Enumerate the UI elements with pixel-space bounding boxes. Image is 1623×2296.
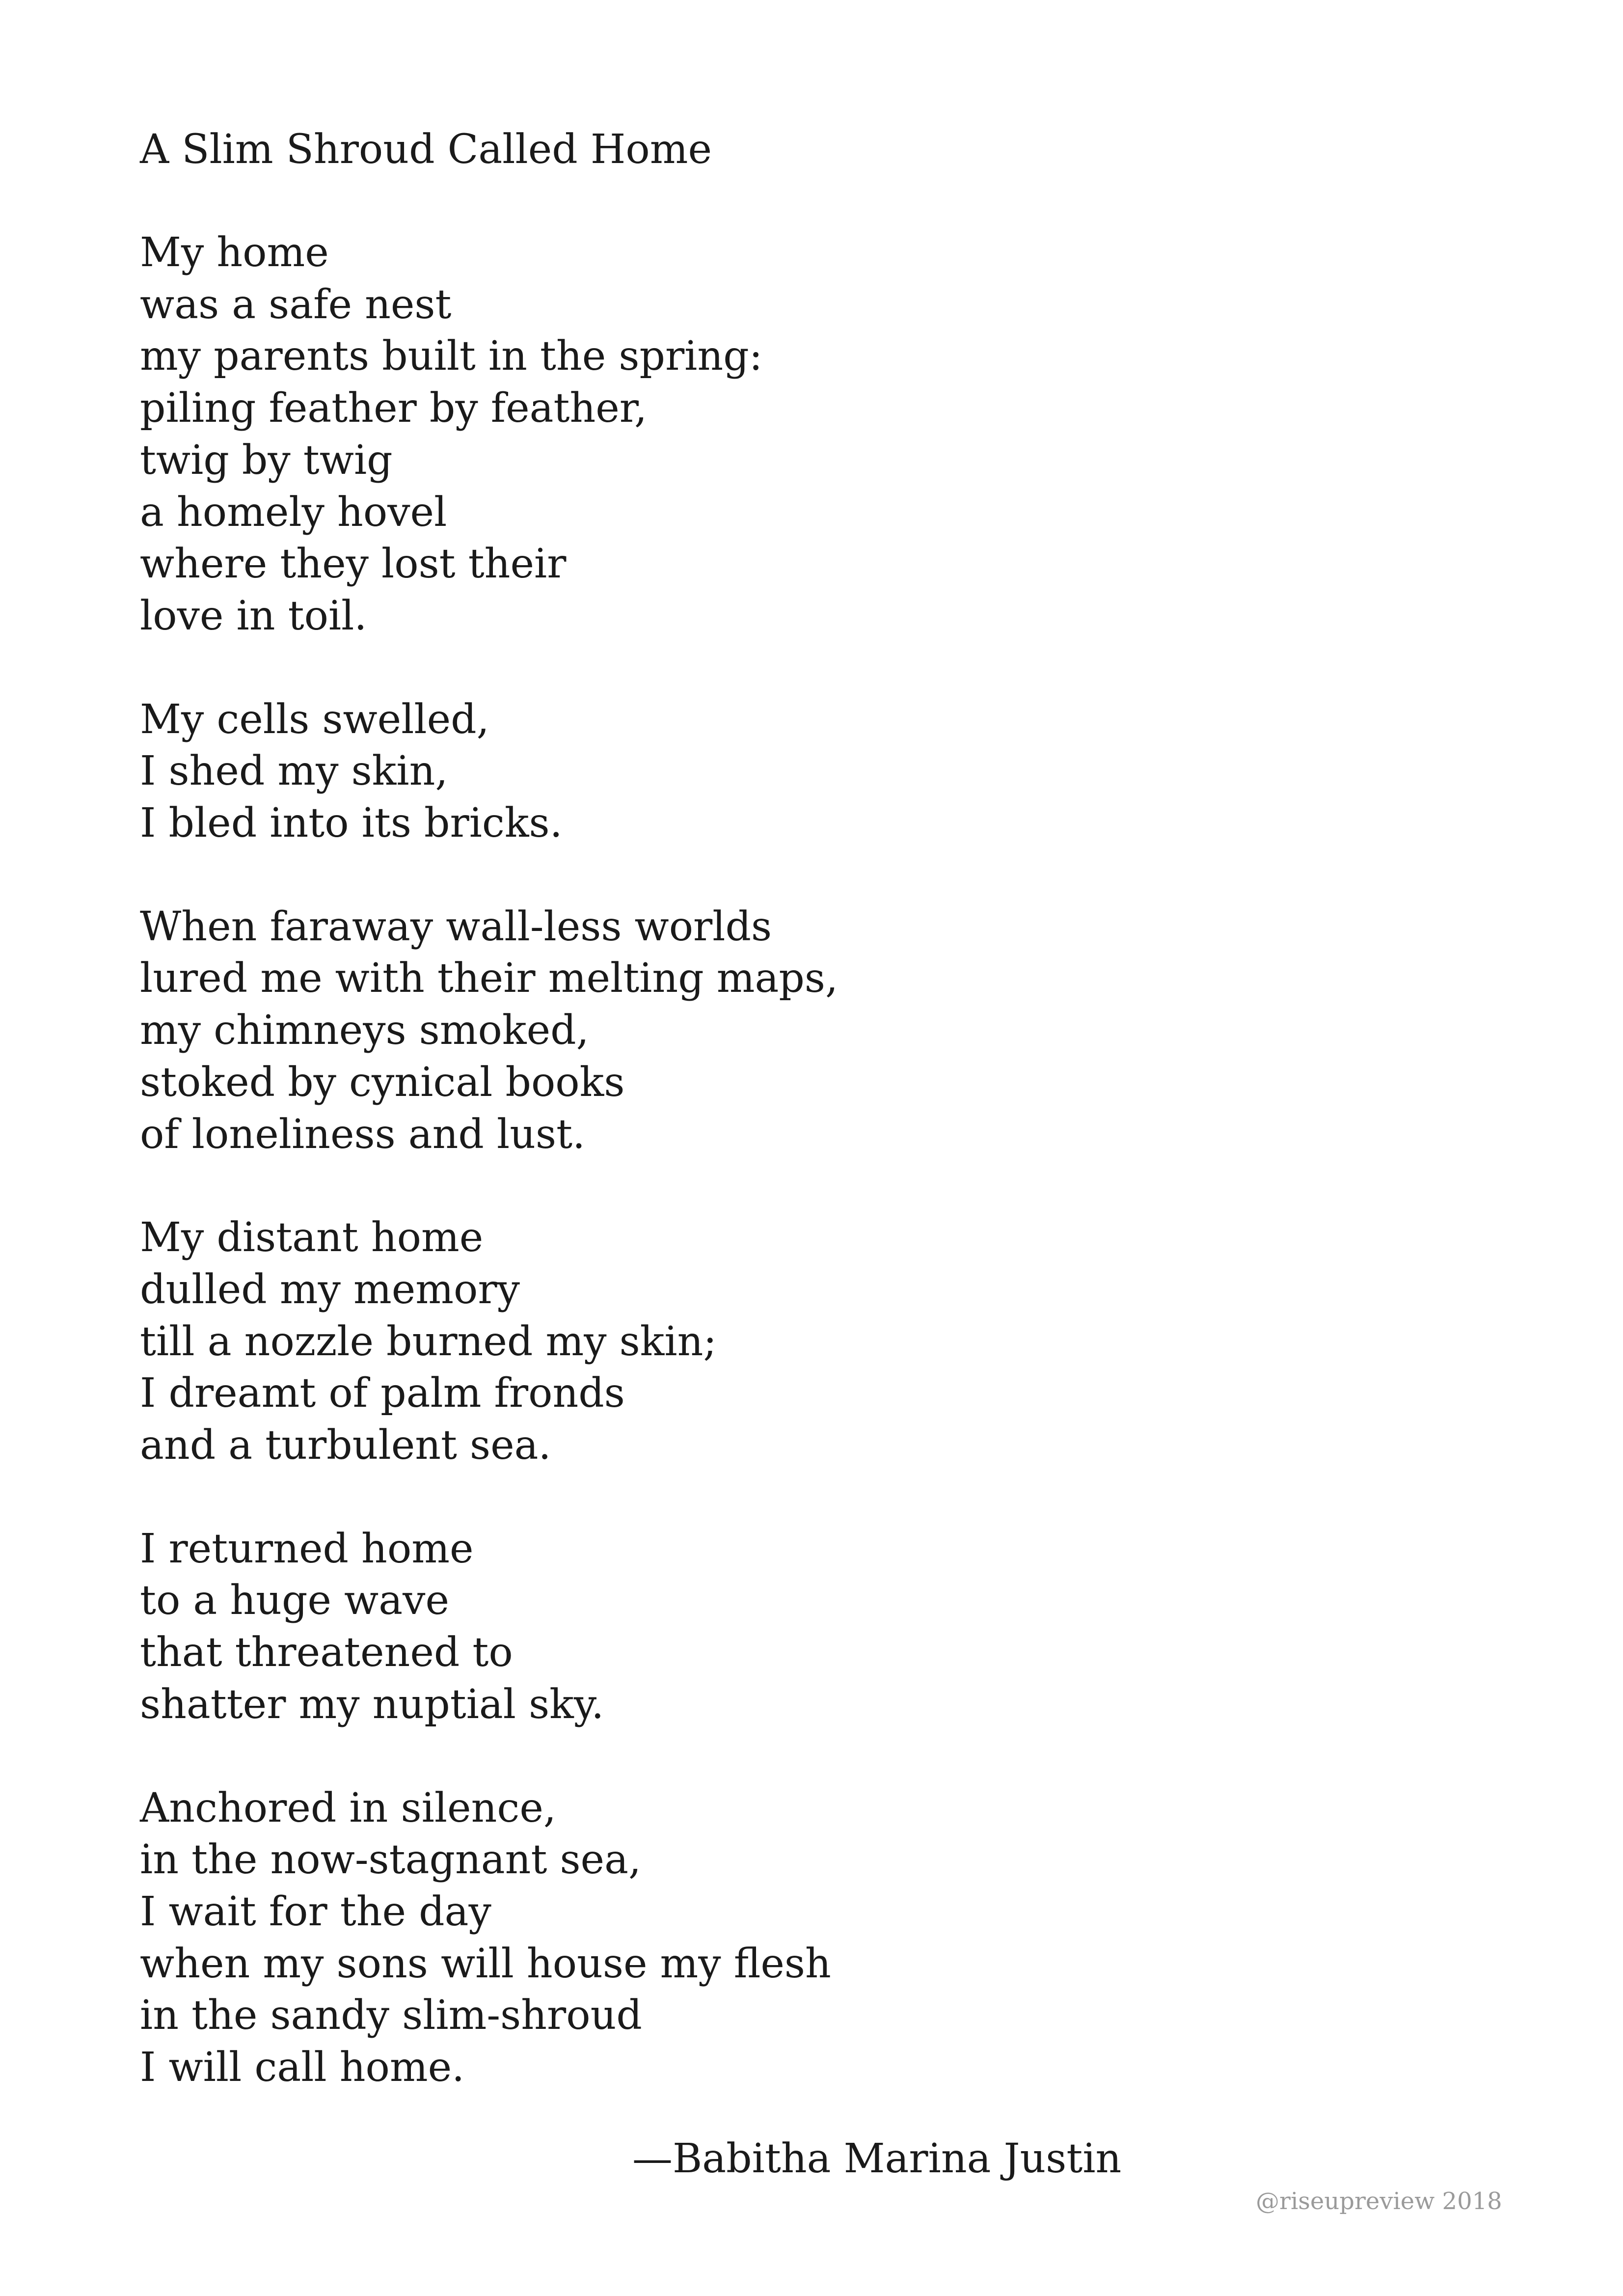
poem-line: My cells swelled, (140, 696, 489, 743)
stanza (140, 694, 1318, 849)
author-signature: —Babitha Marina Justin (632, 2135, 1122, 2182)
poem-line: stoked by cynical books (140, 1059, 625, 1106)
poem-line: love in toil. (140, 592, 367, 639)
poem-line: My distant home (140, 1214, 484, 1261)
poem-line: was a safe nest (140, 281, 452, 328)
poem-line: in the sandy slim-shroud (140, 1992, 642, 2039)
poem-line: piling feather by feather, (140, 385, 648, 432)
poem-line: I bled into its bricks. (140, 800, 563, 847)
poem-line: till a nozzle burned my skin; (140, 1318, 717, 1365)
poem-line: and a turbulent sea. (140, 1422, 551, 1469)
poem-body (140, 227, 1318, 2145)
poem-line: Anchored in silence, (140, 1784, 556, 1831)
copyright-footer: @riseupreview 2018 (1256, 2187, 1502, 2215)
poem-line: I will call home. (140, 2044, 465, 2091)
poem-line: my parents built in the spring: (140, 333, 763, 380)
poem-line: I shed my skin, (140, 748, 448, 795)
poem-line: When faraway wall-less worlds (140, 903, 772, 950)
poem-line: I wait for the day (140, 1888, 491, 1935)
poem-line: where they lost their (140, 541, 567, 588)
poem-line: shatter my nuptial sky. (140, 1681, 604, 1728)
poem-line: to a huge wave (140, 1577, 449, 1624)
poem-line: when my sons will house my flesh (140, 1940, 831, 1987)
poem-line: My home (140, 229, 329, 276)
poem-line: my chimneys smoked, (140, 1007, 589, 1054)
poem-line: in the now-stagnant sea, (140, 1836, 642, 1884)
stanza (140, 901, 1318, 1161)
poem-line: twig by twig (140, 437, 393, 484)
poem-line: that threatened to (140, 1629, 513, 1676)
poem-line: of loneliness and lust. (140, 1111, 586, 1158)
poem-line: a homely hovel (140, 489, 447, 536)
poem-line: dulled my memory (140, 1266, 520, 1313)
poem-line: I dreamt of palm fronds (140, 1370, 625, 1417)
poem-line: I returned home (140, 1525, 474, 1572)
poem-title: A Slim Shroud Called Home (140, 126, 712, 173)
stanza (140, 1523, 1318, 1731)
poem-line: lured me with their melting maps, (140, 955, 839, 1002)
stanza (140, 227, 1318, 642)
stanza (140, 1212, 1318, 1472)
stanza (140, 1782, 1318, 2094)
